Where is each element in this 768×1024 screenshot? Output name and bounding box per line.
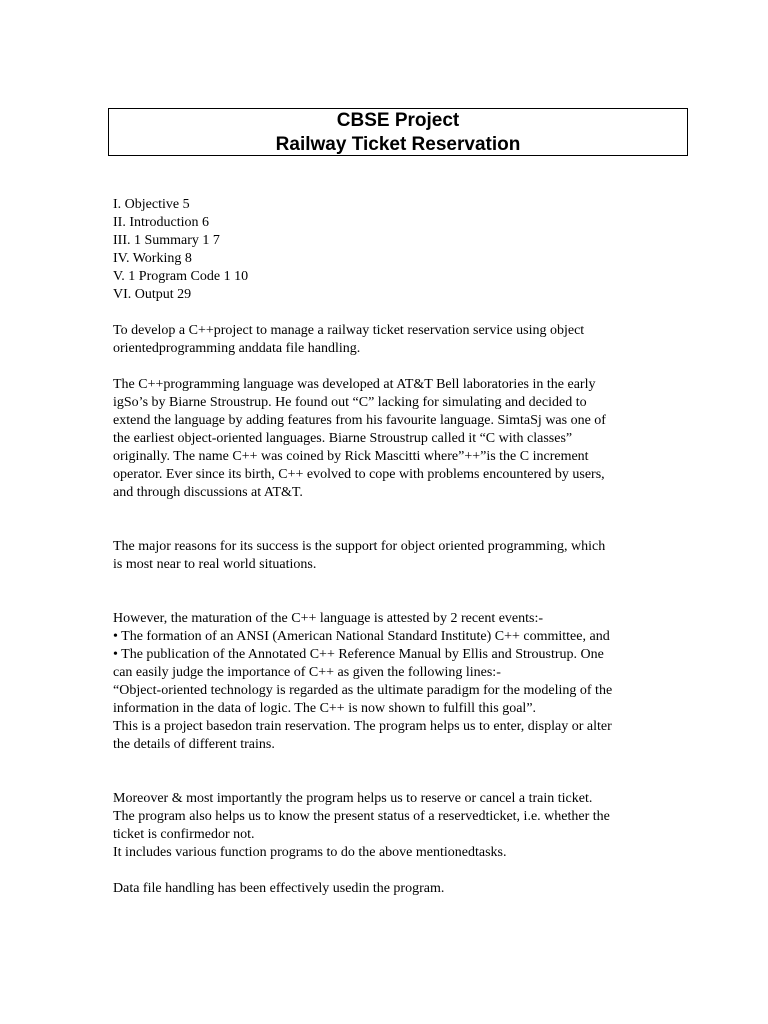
success-paragraph <box>113 538 658 574</box>
text-line: The C++programming language was developed at AT&T Bell laboratories in the early <box>113 377 596 392</box>
text-line: • The formation of an ANSI (American National Standard Institute) C++ committee, and <box>113 629 610 644</box>
text-line: and through discussions at AT&T. <box>113 485 303 500</box>
text-line: the details of different trains. <box>113 737 275 752</box>
toc-item: IV. Working 8 <box>113 251 192 266</box>
text-line: Moreover & most importantly the program helps us to reserve or cancel a train ticket. <box>113 791 593 806</box>
text-line: ticket is confirmedor not. <box>113 827 255 842</box>
text-line: orientedprogramming anddata file handling. <box>113 341 361 356</box>
text-line: can easily judge the importance of C++ as given the following lines:- <box>113 665 501 680</box>
document-title: CBSE Project <box>336 110 460 131</box>
text-line: Data file handling has been effectively usedin the program. <box>113 881 445 896</box>
text-line: igSo’s by Biarne Stroustrup. He found out “C” lacking for simulating and decided to <box>113 395 587 410</box>
text-line: is most near to real world situations. <box>113 557 317 572</box>
text-line: • The publication of the Annotated C++ Reference Manual by Ellis and Stroustrup. One <box>113 647 604 662</box>
text-line: the earliest object-oriented languages. Biarne Stroustrup called it “C with classes” <box>113 431 573 446</box>
text-line: The major reasons for its success is the support for object oriented programming, which <box>113 539 606 554</box>
text-line: This is a project basedon train reservation. The program helps us to enter, display or alter <box>113 719 612 734</box>
toc-item: I. Objective 5 <box>113 197 190 212</box>
text-line: The program also helps us to know the present status of a reservedticket, i.e. whether the <box>113 809 610 824</box>
text-line: operator. Ever since its birth, C++ evolved to cope with problems encountered by users, <box>113 467 605 482</box>
text-line: To develop a C++project to manage a railway ticket reservation service using object <box>113 323 585 338</box>
text-line: “Object-oriented technology is regarded as the ultimate paradigm for the modeling of the <box>113 683 613 698</box>
moreover-paragraph <box>113 790 658 862</box>
title-box <box>108 108 688 156</box>
toc-item: VI. Output 29 <box>113 287 192 302</box>
text-line: However, the maturation of the C++ language is attested by 2 recent events:- <box>113 611 544 626</box>
toc-item: II. Introduction 6 <box>113 215 210 230</box>
objective-paragraph <box>113 322 658 358</box>
text-line: It includes various function programs to do the above mentionedtasks. <box>113 845 507 860</box>
text-line: extend the language by adding features from his favourite language. SimtaSj was one of <box>113 413 606 428</box>
document-body <box>113 196 658 898</box>
maturation-paragraph <box>113 610 658 754</box>
document-subtitle: Railway Ticket Reservation <box>275 134 521 155</box>
toc-item: III. 1 Summary 1 7 <box>113 233 220 248</box>
text-line: information in the data of logic. The C++ is now shown to fulfill this goal”. <box>113 701 537 716</box>
toc-item: V. 1 Program Code 1 10 <box>113 269 249 284</box>
datafile-paragraph <box>113 880 658 898</box>
text-line: originally. The name C++ was coined by Rick Mascitti where”++”is the C increment <box>113 449 589 464</box>
history-paragraph <box>113 376 658 502</box>
table-of-contents <box>113 196 658 304</box>
